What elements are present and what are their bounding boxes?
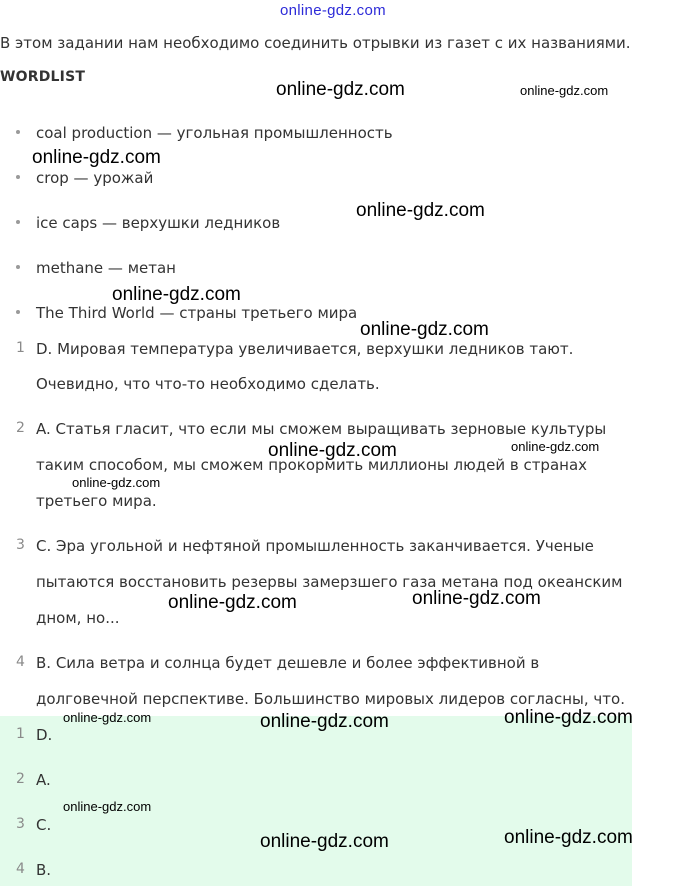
paragraph-line: B. Сила ветра и солнца будет дешевле и более эффективной в [36, 654, 540, 672]
paragraph-number: 2 [16, 420, 25, 436]
answer-text: D. [36, 726, 53, 744]
answer-number: 3 [16, 816, 25, 832]
paragraph-line: Очевидно, что что-то необходимо сделать. [36, 375, 380, 393]
paragraph-number: 4 [16, 654, 25, 670]
watermark: online-gdz.com [360, 319, 489, 340]
watermark: online-gdz.com [511, 439, 600, 454]
answer-number: 1 [16, 726, 25, 742]
paragraph-number: 1 [16, 340, 25, 356]
wordlist-item-text: The Third World — страны третьего мира [36, 304, 358, 322]
site-logo: online-gdz.com [280, 2, 386, 19]
watermark: online-gdz.com [412, 588, 541, 609]
answer-number: 2 [16, 771, 25, 787]
bullet-icon [16, 220, 20, 224]
watermark: online-gdz.com [63, 710, 152, 725]
bullet-icon [16, 175, 20, 179]
watermark: online-gdz.com [276, 79, 405, 100]
paragraph-line: дном, но... [36, 609, 120, 627]
bullet-icon [16, 265, 20, 269]
task-intro: В этом задании нам необходимо соединить отрывки из газет с их названиями. [0, 34, 631, 52]
watermark: online-gdz.com [356, 200, 485, 221]
watermark: online-gdz.com [520, 83, 609, 98]
answer-text: C. [36, 816, 52, 834]
watermark: online-gdz.com [504, 707, 633, 728]
paragraph-number: 3 [16, 537, 25, 553]
answer-text: A. [36, 771, 51, 789]
watermark: online-gdz.com [260, 831, 389, 852]
watermark: online-gdz.com [168, 592, 297, 613]
paragraph-line: D. Мировая температура увеличивается, верхушки ледников тают. [36, 340, 574, 358]
wordlist-item-text: coal production — угольная промышленность [36, 124, 393, 142]
wordlist-item-text: methane — метан [36, 259, 176, 277]
watermark: online-gdz.com [260, 711, 389, 732]
paragraph-line: A. Статья гласит, что если мы сможем выращивать зерновые культуры [36, 420, 607, 438]
wordlist-heading: WORDLIST [0, 69, 86, 85]
answer-text: B. [36, 861, 52, 879]
watermark: online-gdz.com [72, 475, 161, 490]
bullet-icon [16, 130, 20, 134]
paragraph-line: таким способом, мы сможем прокормить миллионы людей в странах [36, 456, 588, 474]
paragraph-line: третьего мира. [36, 492, 157, 510]
answer-number: 4 [16, 861, 25, 877]
paragraph-line: пытаются восстановить резервы замерзшего газа метана под океанским [36, 573, 623, 591]
watermark: online-gdz.com [112, 284, 241, 305]
paragraph-line: C. Эра угольной и нефтяной промышленность заканчивается. Ученые [36, 537, 594, 555]
watermark: online-gdz.com [32, 147, 161, 168]
bullet-icon [16, 310, 20, 314]
wordlist-item-text: crop — урожай [36, 169, 154, 187]
watermark: online-gdz.com [504, 827, 633, 848]
watermark: online-gdz.com [63, 799, 152, 814]
paragraph-line: долговечной перспективе. Большинство мировых лидеров согласны, что. [36, 690, 625, 708]
wordlist-item-text: ice caps — верхушки ледников [36, 214, 281, 232]
watermark: online-gdz.com [268, 440, 397, 461]
